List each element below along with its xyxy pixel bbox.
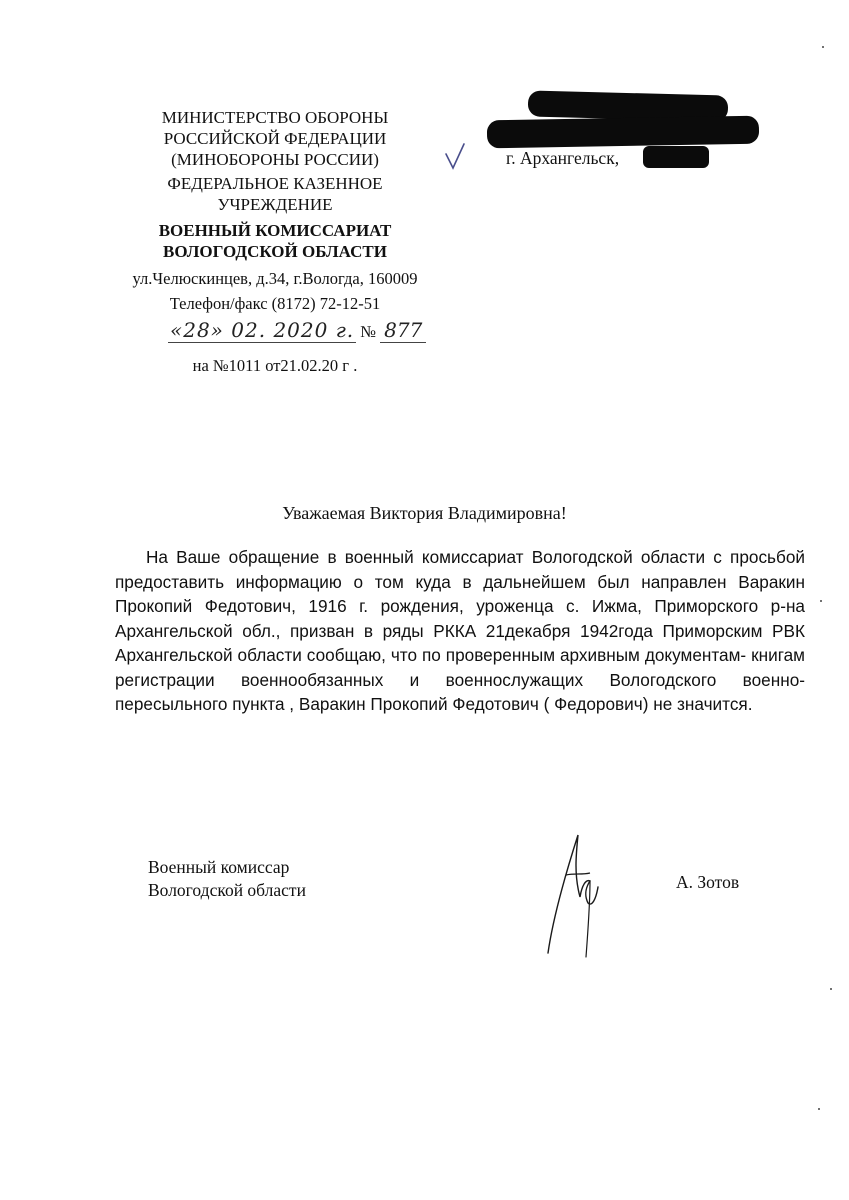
organization-phone: Телефон/факс (8172) 72-12-51 xyxy=(169,294,381,313)
scan-speck xyxy=(822,46,824,48)
outgoing-date-number xyxy=(168,318,426,342)
letter-body: На Ваше обращение в военный комиссариат Вологодской области с просьбой предоставить информацию о том куда в дальнейшем был направлен Варакин Прокопий Федотович, 1916 г. рождения, уроженца с. Ижма, Приморского р-на Архангельской обл., призван в ряды РККА 21декабря 1942года Приморским РВК Архангельской области сообщаю, что по проверенным архивным документам- книгам регистрации военнообязанных и военнослужащих Вологодского военно- пересыльного пункта , Варакин Прокопий Федотович ( Федорович) не значится. xyxy=(115,547,805,714)
institution-line: УЧРЕЖДЕНИЕ xyxy=(217,195,333,214)
institution-line: ФЕДЕРАЛЬНОЕ КАЗЕННОЕ xyxy=(167,174,383,193)
redaction-bar xyxy=(643,146,709,168)
scan-speck xyxy=(830,988,832,990)
ministry-line: МИНИСТЕРСТВО ОБОРОНЫ xyxy=(161,108,389,127)
signatory-title-line: Военный комиссар xyxy=(148,857,290,877)
salutation: Уважаемая Виктория Владимировна! xyxy=(282,503,567,523)
institution-type xyxy=(110,173,440,215)
redaction-bar xyxy=(487,116,759,149)
recipient-city: г. Архангельск, xyxy=(506,148,620,168)
ministry-line: (МИНОБОРОНЫ РОССИИ) xyxy=(171,150,379,169)
check-mark-icon xyxy=(440,140,470,172)
organization-line: ВОЕННЫЙ КОМИССАРИАТ xyxy=(158,221,392,240)
incoming-reference: на №1011 от21.02.20 г . xyxy=(192,356,358,375)
handwritten-number: 877 xyxy=(380,318,426,343)
signatory-title-line: Вологодской области xyxy=(148,880,306,900)
handwritten-date: «28» 02. 2020 г. xyxy=(170,318,355,342)
handwritten-signature xyxy=(530,815,620,965)
signatory-name: А. Зотов xyxy=(676,872,740,892)
organization-name xyxy=(110,220,440,262)
scan-speck xyxy=(818,1108,820,1110)
scan-speck xyxy=(820,600,822,602)
ministry-header xyxy=(110,107,440,170)
organization-address: ул.Челюскинцев, д.34, г.Вологда, 160009 xyxy=(132,269,418,288)
number-sign: № xyxy=(360,322,377,341)
organization-line: ВОЛОГОДСКОЙ ОБЛАСТИ xyxy=(163,242,387,261)
ministry-line: РОССИЙСКОЙ ФЕДЕРАЦИИ xyxy=(163,129,387,148)
signatory-title xyxy=(148,856,306,902)
